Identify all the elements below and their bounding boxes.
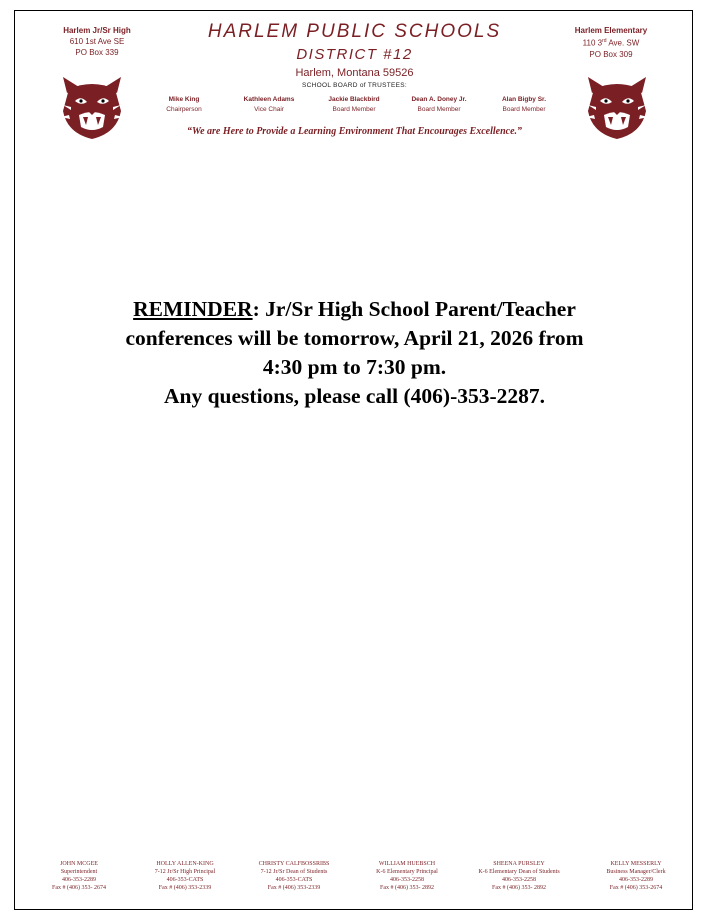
staff-contact bbox=[129, 860, 241, 892]
wildcat-mascot-icon bbox=[59, 75, 125, 141]
trustee-role: Chairperson bbox=[166, 106, 202, 113]
trustee-role: Board Member bbox=[502, 106, 546, 113]
staff-phone: 406-353-2258 bbox=[390, 877, 424, 883]
staff-phone: 406-353-2289 bbox=[619, 877, 653, 883]
board-title: SCHOOL BOARD of TRUSTEES: bbox=[301, 82, 408, 89]
wildcat-mascot-icon bbox=[584, 75, 650, 141]
reminder-label: REMINDER bbox=[133, 297, 253, 321]
staff-title: K-6 Elementary Dean of Students bbox=[478, 869, 560, 875]
trustee-name: Kathleen Adams bbox=[243, 96, 295, 103]
staff-contact bbox=[23, 860, 135, 892]
address-superscript: rd bbox=[602, 38, 607, 44]
staff-name: SHEENA PURSLEY bbox=[493, 861, 545, 867]
school-name: Harlem Elementary bbox=[574, 26, 648, 35]
trustee bbox=[481, 95, 567, 115]
staff-contact bbox=[351, 860, 463, 892]
district-city: Harlem, Montana 59526 bbox=[295, 67, 414, 79]
staff-title: Superintendent bbox=[60, 869, 98, 875]
conference-reminder bbox=[75, 295, 634, 411]
trustee bbox=[396, 95, 482, 115]
staff-fax: Fax # (406) 353- 2892 bbox=[492, 885, 546, 891]
staff-contact bbox=[580, 860, 692, 892]
reminder-text: : Jr/Sr High School Parent/Teacher bbox=[252, 297, 576, 321]
trustee-name: Alan Bigby Sr. bbox=[501, 96, 547, 103]
staff-name: KELLY MESSERLY bbox=[610, 861, 662, 867]
address-part: Ave. SW bbox=[606, 38, 640, 48]
trustee bbox=[141, 95, 227, 115]
school-po-box: PO Box 339 bbox=[75, 48, 119, 57]
staff-phone: 406-353-2289 bbox=[62, 877, 96, 883]
trustee-name: Jackie Blackbird bbox=[328, 96, 380, 103]
reminder-line-4: Any questions, please call (406)-353-2287. bbox=[163, 384, 546, 408]
trustee-list bbox=[141, 95, 567, 119]
school-name: Harlem Jr/Sr High bbox=[63, 26, 131, 35]
staff-fax: Fax # (406) 353-2674 bbox=[609, 885, 663, 891]
staff-name: JOHN MCGEE bbox=[60, 861, 98, 867]
school-address: 610 1st Ave SE bbox=[69, 37, 125, 46]
staff-fax: Fax # (406) 353- 2892 bbox=[380, 885, 434, 891]
letterhead-page bbox=[14, 10, 693, 910]
district-motto: “We are Here to Provide a Learning Environment That Encourages Excellence.” bbox=[186, 126, 523, 137]
trustee-name: Dean A. Doney Jr. bbox=[411, 96, 467, 103]
staff-fax: Fax # (406) 353-2339 bbox=[158, 885, 212, 891]
trustee bbox=[226, 95, 312, 115]
staff-contact bbox=[463, 860, 575, 892]
reminder-line-3: 4:30 pm to 7:30 pm. bbox=[262, 355, 447, 379]
trustee-name: Mike King bbox=[168, 96, 200, 103]
school-po-box: PO Box 309 bbox=[589, 49, 633, 59]
staff-title: K-6 Elementary Principal bbox=[376, 869, 438, 875]
trustee-role: Board Member bbox=[332, 106, 376, 113]
reminder-line-1 bbox=[75, 295, 634, 324]
staff-phone: 406-353-2258 bbox=[502, 877, 536, 883]
staff-fax: Fax # (406) 353-2339 bbox=[267, 885, 321, 891]
staff-contact bbox=[238, 860, 350, 892]
staff-fax: Fax # (406) 353- 2674 bbox=[52, 885, 106, 891]
staff-phone: 406-353-CATS bbox=[166, 877, 204, 883]
staff-name: CHRISTY CALFBOSSRIBS bbox=[258, 861, 330, 867]
district-title: HARLEM PUBLIC SCHOOLS bbox=[207, 21, 502, 42]
trustee-role: Vice Chair bbox=[254, 106, 284, 113]
staff-name: HOLLY ALLEN-KING bbox=[156, 861, 214, 867]
reminder-line-2: conferences will be tomorrow, April 21, 2026 from bbox=[125, 326, 584, 350]
staff-title: 7-12 Jr/Sr Dean of Students bbox=[260, 869, 328, 875]
staff-phone: 406-353-CATS bbox=[275, 877, 313, 883]
trustee-role: Board Member bbox=[417, 106, 461, 113]
trustee bbox=[311, 95, 397, 115]
staff-footer bbox=[15, 860, 694, 900]
address-part: 110 3 bbox=[582, 38, 603, 48]
district-number: DISTRICT #12 bbox=[296, 46, 413, 63]
staff-title: 7-12 Jr/Sr High Principal bbox=[154, 869, 216, 875]
staff-title: Business Manager/Clerk bbox=[606, 869, 666, 875]
staff-name: WILLIAM HUEBSCH bbox=[378, 861, 436, 867]
